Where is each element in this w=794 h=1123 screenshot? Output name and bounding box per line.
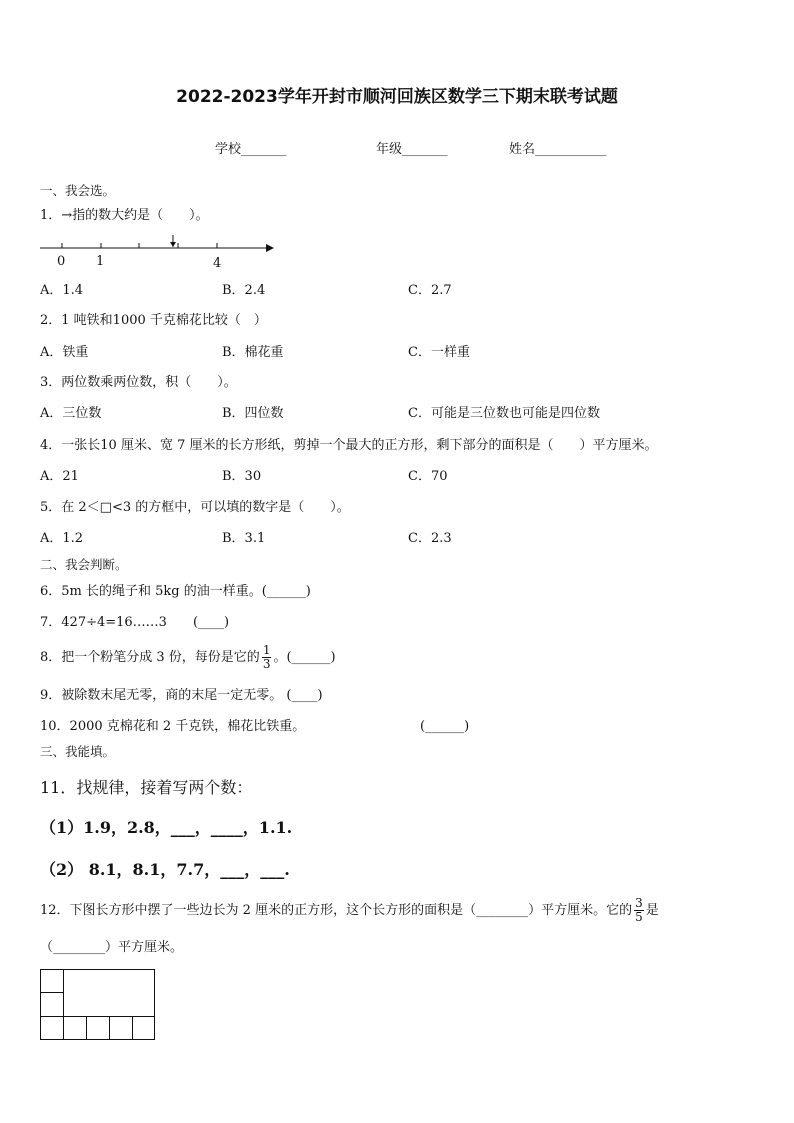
q5-option-b: B．3.1 xyxy=(222,531,266,546)
q11-stem: 11．找规律，接着写两个数： xyxy=(40,778,253,797)
q4-option-a: A．21 xyxy=(40,469,79,484)
q4-stem: 4．一张长10 厘米、宽 7 厘米的长方形纸，剪掉一个最大的正方形，剩下部分的面积是（ ）平方厘米。 xyxy=(40,438,658,453)
q8-numerator: 1 xyxy=(262,643,271,657)
q12-line-2: （________）平方厘米。 xyxy=(40,940,184,955)
q1-stem: 1．→指的数大约是（ ）。 xyxy=(40,208,209,223)
q8-denominator: 3 xyxy=(262,657,271,671)
grade-field: 年级_______ xyxy=(376,142,448,157)
rectangle-figure xyxy=(40,969,158,1043)
q5-option-a: A．1.2 xyxy=(40,531,84,546)
q12-fraction xyxy=(634,897,644,924)
q8 xyxy=(40,644,336,672)
q12-text: 12．下图长方形中摆了一些边长为 2 厘米的正方形，这个长方形的面积是（________）平方厘米。它的 xyxy=(40,903,633,918)
section-1-heading: 一、我会选。 xyxy=(40,183,116,198)
q10: 10．2000 克棉花和 2 千克铁，棉花比铁重。 xyxy=(40,719,306,734)
section-2-heading: 二、我会判断。 xyxy=(40,557,128,572)
q5-stem: 5．在 2＜□<3 的方框中，可以填的数字是（ ）。 xyxy=(40,500,350,515)
q1-option-b: B．2.4 xyxy=(222,283,266,298)
q2-option-b: B．棉花重 xyxy=(222,345,284,360)
section-3-heading: 三、我能填。 xyxy=(40,744,116,759)
q6: 6．5m 长的绳子和 5kg 的油一样重。(______) xyxy=(40,584,311,599)
q2-option-a: A．铁重 xyxy=(40,345,89,360)
q4-option-c: C．70 xyxy=(408,469,448,484)
q4-option-b: B．30 xyxy=(222,469,262,484)
name-field: 姓名___________ xyxy=(509,142,607,157)
q3-option-a: A．三位数 xyxy=(40,406,102,421)
q1-option-a: A．1.4 xyxy=(40,283,84,298)
q7: 7．427÷4=16……3 (____) xyxy=(40,615,230,630)
q10-blank: (______) xyxy=(420,719,470,734)
nl-label-0: 0 xyxy=(57,254,66,269)
q8-text: 8．把一个粉笔分成 3 份，每份是它的 xyxy=(40,650,260,665)
q11-line-1: （1）1.9，2.8，___，____，1.1. xyxy=(40,818,293,837)
q12-line-1 xyxy=(40,896,659,926)
nl-label-1: 1 xyxy=(96,254,105,269)
number-line xyxy=(38,232,278,272)
q1-option-c: C．2.7 xyxy=(408,283,452,298)
q5-option-c: C．2.3 xyxy=(408,531,452,546)
q2-stem: 2．1 吨铁和1000 千克棉花比较（ ） xyxy=(40,313,267,328)
q12-text-end: 是 xyxy=(645,903,659,918)
q3-option-c: C．可能是三位数也可能是四位数 xyxy=(408,406,600,421)
school-field: 学校_______ xyxy=(215,142,287,157)
q3-option-b: B．四位数 xyxy=(222,406,284,421)
q8-fraction xyxy=(262,644,272,671)
page-title: 2022-2023学年开封市顺河回族区数学三下期末联考试题 xyxy=(176,87,618,107)
q8-blank: 。(______) xyxy=(273,650,336,665)
q12-numerator: 3 xyxy=(635,896,643,910)
q11-line-2: （2） 8.1，8.1，7.7，___，___. xyxy=(40,860,290,879)
q2-option-c: C．一样重 xyxy=(408,345,470,360)
q9: 9．被除数末尾无零，商的末尾一定无零。 (____) xyxy=(40,688,323,703)
q3-stem: 3．两位数乘两位数，积（ ）。 xyxy=(40,375,237,390)
q12-denominator: 5 xyxy=(635,910,643,924)
nl-label-4: 4 xyxy=(213,256,222,271)
